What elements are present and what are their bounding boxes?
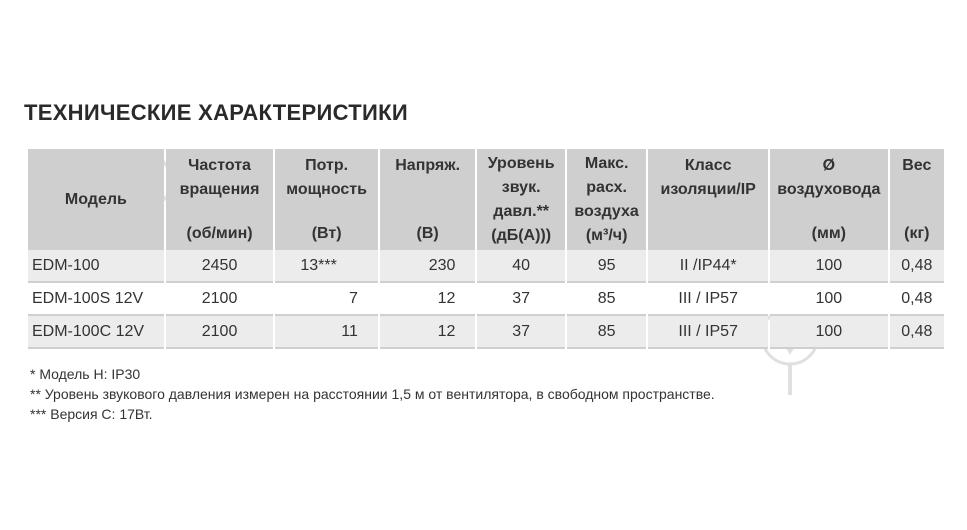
header-model: Модель: [28, 149, 164, 250]
header-voltage: Напряж. (В): [380, 149, 476, 250]
table-row: EDM-100C 12V 2100 11 12 37 85 III / IP57 100 0,48: [28, 316, 944, 349]
header-noise: Уровень звук. давл.** (дБ(А))): [477, 149, 564, 250]
header-airflow: Макс. расх. воздуха (м³/ч): [567, 149, 646, 250]
footnote: *** Версия С: 17Вт.: [30, 406, 153, 422]
table-row: EDM-100 2450 13*** 230 40 95 II /IP44* 100 0,48: [28, 250, 944, 283]
footnotes: [30, 364, 715, 424]
spec-table: [26, 149, 946, 349]
header-frequency: Частота вращения (об/мин): [166, 149, 274, 250]
header-power: Потр. мощность (Вт): [275, 149, 378, 250]
table-header-row: [28, 149, 944, 250]
footnote: ** Уровень звукового давления измерен на расстоянии 1,5 м от вентилятора, в свободном пространстве.: [30, 386, 715, 402]
header-weight: Вес (кг): [890, 149, 944, 250]
header-diameter: Ø воздуховода (мм): [770, 149, 888, 250]
table-row: EDM-100S 12V 2100 7 12 37 85 III / IP57 100 0,48: [28, 283, 944, 316]
page-title: ТЕХНИЧЕСКИЕ ХАРАКТЕРИСТИКИ: [24, 100, 408, 125]
footnote: * Модель H: IP30: [30, 366, 141, 382]
header-insulation: Класс изоляции/IP: [648, 149, 768, 250]
